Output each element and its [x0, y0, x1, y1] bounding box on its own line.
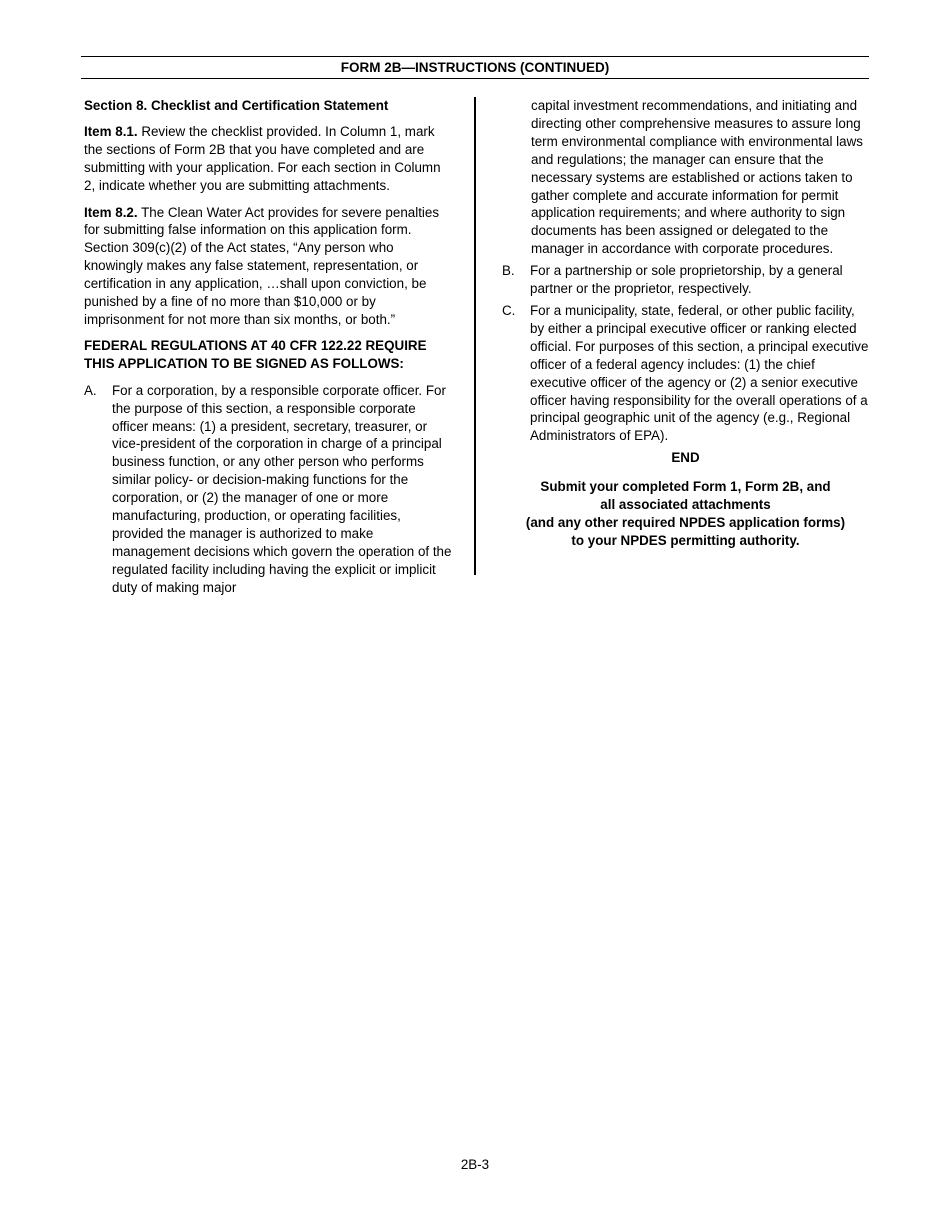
- list-item-b-text: For a partnership or sole proprietorship, by a general partner or the proprietor, respectively.: [530, 263, 843, 297]
- item-8-1: [84, 123, 452, 195]
- list-item-a-continued: capital investment recommendations, and initiating and directing other comprehensive measures to assure long term environmental compliance with environmental laws and regulations; the manager can ensure that the necessary systems are established or actions taken to gather complete and accurate information for permit application requirements; and where authority to sign documents has been assigned or delegated to the manager in accordance with corporate procedures.: [531, 98, 863, 257]
- list-item-a-text: For a corporation, by a responsible corporate officer. For the purpose of this section, a responsible corporate officer means: (1) a president, secretary, treasurer, or vice-president of the corporation in charge of a principal business function, or any other person who performs similar policy- or decision-making functions for the corporation, or (2) the manager of one or more manufacturing, production, or operating facilities, provided the manager is authorized to make management decisions which govern the operation of the regulated facility including having the explicit or implicit duty of making major: [112, 382, 452, 595]
- page-header: [81, 56, 869, 79]
- list-item-c-text: For a municipality, state, federal, or other public facility, by either a principal executive officer or ranking elected official. For purposes of this section, a principal executive officer of a federal agency includes: (1) the chief executive officer of the agency or (2) a senior executive officer having responsibility for the overall operations of a principal geographic unit of the agency (e.g., Regional Administrators of EPA).: [530, 302, 869, 444]
- column-divider: [474, 97, 476, 575]
- item-8-2-label: Item 8.2.: [84, 204, 138, 220]
- page-number: 2B-3: [460, 1157, 490, 1172]
- regulations-heading: FEDERAL REGULATIONS AT 40 CFR 122.22 REQUIRE THIS APPLICATION TO BE SIGNED AS FOLLOWS:: [84, 338, 427, 372]
- list-item-a-marker: A.: [84, 382, 97, 398]
- list-item-a: [84, 382, 452, 597]
- submit-line-3: (and any other required NPDES application forms): [525, 514, 846, 530]
- header-title: FORM 2B—INSTRUCTIONS (CONTINUED): [340, 60, 610, 75]
- left-column: [84, 97, 452, 601]
- section-title: Section 8. Checklist and Certification Statement: [84, 98, 389, 113]
- item-8-2: [84, 204, 452, 329]
- list-item-c-marker: C.: [502, 302, 516, 318]
- list-item-c: [502, 302, 869, 445]
- end-label: END: [671, 450, 700, 466]
- submit-line-2: all associated attachments: [600, 497, 771, 513]
- right-column: [502, 97, 869, 550]
- item-8-1-text: Review the checklist provided. In Column 1, mark the sections of Form 2B that you have completed and are submitting with your application. For each section in Column 2, indicate whether you are submitting attachments.: [84, 124, 441, 194]
- list-item-b-marker: B.: [502, 263, 515, 279]
- item-8-1-label: Item 8.1.: [84, 124, 138, 140]
- list-item-b: [502, 262, 869, 298]
- submit-line-1: Submit your completed Form 1, Form 2B, and: [540, 479, 831, 495]
- item-8-2-text: The Clean Water Act provides for severe penalties for submitting false information on this application form. Section 309(c)(2) of the Act states, “Any person who knowingly makes any false statement, representation, or certification in any application, …shall upon conviction, be punished by a fine of no more than $10,000 or by imprisonment for not more than six months, or both.”: [84, 204, 440, 327]
- submit-line-4: to your NPDES permitting authority.: [571, 532, 800, 548]
